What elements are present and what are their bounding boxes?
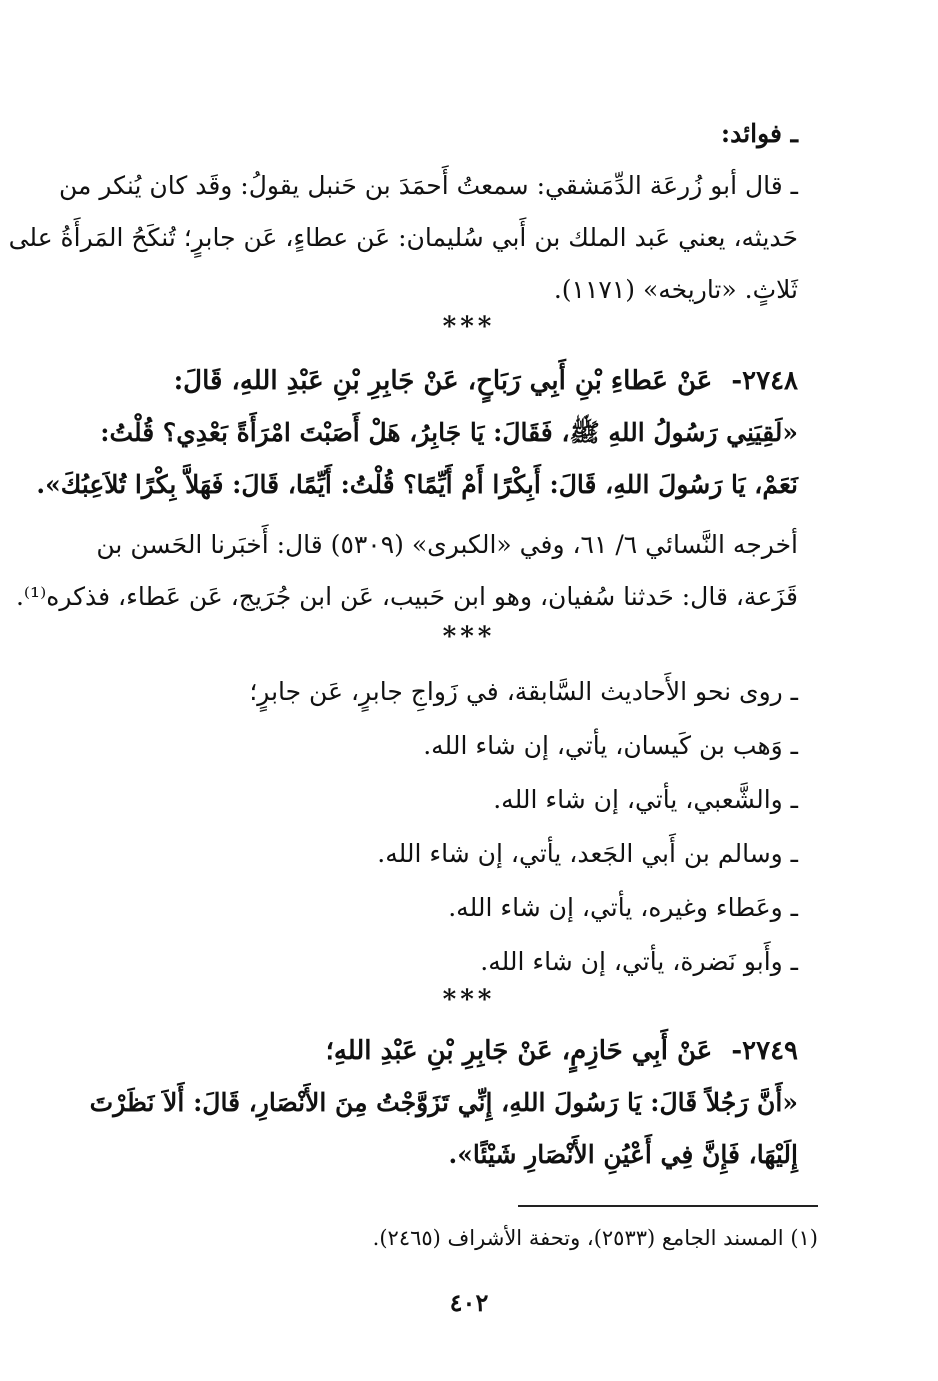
hadith-isnad [78,1025,798,1077]
takhrij-line: قَزَعة، قال: حَدثنا سُفيان، وهو ابن حَبيب، عَن ابن جُرَيج، عَن عَطاء، فذكره⁽¹⁾. [15,582,798,611]
section-separator: *** [442,985,496,1015]
takhrij-line: أخرجه النَّسائي ٦/ ٦١، وفي «الكبرى» (٥٣٠٩) قال: أَخبَرنا الحَسن بن [96,530,798,559]
list-item: ـ والشَّعبي، يأتي، إن شاء الله. [493,785,798,814]
fawaid-line: ـ قال أبو زُرعَة الدِّمَشقي: سمعتُ أَحمَدَ بن حَنبل يقولُ: وقَد كان يُنكر من [58,171,798,200]
fawaid-line: ثَلاثٍ. «تاريخه» (١١٧١). [553,275,798,304]
list-item: ـ وسالم بن أَبي الجَعد، يأتي، إن شاء الله. [377,839,798,868]
hadith-2748 [15,355,798,623]
footnote-divider [518,1205,818,1207]
page-number: ٤٠٢ [449,1288,489,1317]
footnote: (١) المسند الجامع (٢٥٣٣)، وتحفة الأشراف (٢٤٦٥). [372,1226,818,1250]
section-separator: *** [442,622,496,652]
isnad-text: عَنْ أَبِي حَازِمٍ، عَنْ جَابِرِ بْنِ عَبْدِ اللهِ؛ [325,1036,713,1066]
hadith-isnad [78,355,798,407]
hadith-matn-line: «أَنَّ رَجُلاً قَالَ: يَا رَسُولَ اللهِ، إِنِّي تَزَوَّجْتُ مِنَ الأَنْصَارِ، قَالَ: أَلاَ نَظَرْتَ [89,1088,798,1117]
hadith-matn-line: إِلَيْهَا، فَإِنَّ فِي أَعْيُنِ الأَنْصَارِ شَيْئًا». [448,1140,798,1169]
hadith-matn-line: «لَقِيَنِي رَسُولُ اللهِ ﷺ، فَقَالَ: يَا جَابِرُ، هَلْ أَصَبْتَ امْرَأَةً بَعْدِي؟ قُلْتُ: [100,418,798,447]
hadith-2749 [78,1025,798,1181]
list-item: ـ وعَطاء وغيره، يأتي، إن شاء الله. [448,893,798,922]
fawaid-heading: ـ فوائد: [720,119,798,148]
fawaid-line: حَديثه، يعني عَبد الملك بن أَبي سُليمان: عَن عطاءٍ، عَن جابرٍ؛ تُنكَحُ المَرأَةُ على [8,223,798,252]
section-separator: *** [442,312,496,342]
hadith-matn-line: نَعَمْ، يَا رَسُولَ اللهِ، قَالَ: أَبِكْرًا أَمْ أَيِّمًا؟ قُلْتُ: أَيِّمًا، قَالَ: فَهَلاَّ بِكْرًا تُلاَعِبُكَ». [36,470,798,499]
hadith-number: ٢٧٤٨- [731,366,798,396]
list-item: ـ روى نحو الأَحاديث السَّابقة، في زَواجِ جابرٍ، عَن جابرٍ؛ [249,677,798,706]
isnad-text: عَنْ عَطاءِ بْنِ أَبِي رَبَاحٍ، عَنْ جَابِرِ بْنِ عَبْدِ اللهِ، قَالَ: [173,366,713,396]
fawaid-section [8,108,798,316]
list-item: ـ وأَبو نَضرة، يأتي، إن شاء الله. [480,947,798,976]
list-item: ـ وَهب بن كَيسان، يأتي، إن شاء الله. [423,731,798,760]
narrators-list [78,665,798,989]
hadith-number: ٢٧٤٩- [731,1036,798,1066]
